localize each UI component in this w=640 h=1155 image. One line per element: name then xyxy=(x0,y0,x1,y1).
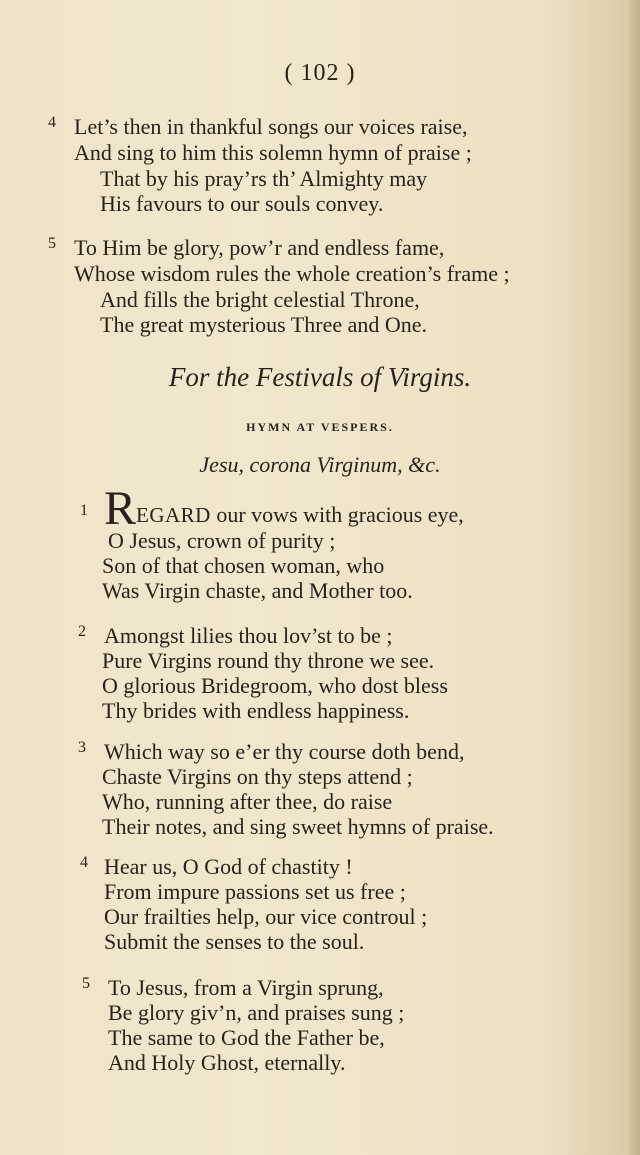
verse-line: That by his pray’rs th’ Almighty may xyxy=(100,166,428,191)
verse-line: Submit the senses to the soul. xyxy=(104,929,365,954)
verse-line: Amongst lilies thou lov’st to be ; xyxy=(104,623,393,648)
stanza-number: 4 xyxy=(80,854,88,871)
stanza-number: 5 xyxy=(82,975,90,992)
hymn-incipit: Jesu, corona Virginum, &c. xyxy=(199,452,441,477)
verse-line: Their notes, and sing sweet hymns of praise. xyxy=(102,814,494,839)
verse-line: The great mysterious Three and One. xyxy=(100,312,428,337)
stanza-number: 4 xyxy=(48,114,56,131)
verse-line: And Holy Ghost, eternally. xyxy=(108,1050,346,1075)
verse-line: Be glory giv’n, and praises sung ; xyxy=(108,1000,405,1025)
verse-line: Chaste Virgins on thy steps attend ; xyxy=(102,764,413,789)
verse-line: Hear us, O God of chastity ! xyxy=(104,854,353,879)
verse-line: O Jesus, crown of purity ; xyxy=(108,528,336,553)
verse-line: O glorious Bridegroom, who dost bless xyxy=(102,673,448,698)
verse-line: Whose wisdom rules the whole creation’s frame ; xyxy=(74,261,510,286)
section-title: For the Festivals of Virgins. xyxy=(168,362,472,392)
verse-line: Was Virgin chaste, and Mother too. xyxy=(102,578,413,603)
page-edge-shadow xyxy=(626,0,640,1155)
stanza-number: 3 xyxy=(78,739,86,756)
first-line-rest: our vows with gracious eye, xyxy=(210,502,464,527)
verse-line: To Him be glory, pow’r and endless fame, xyxy=(74,235,445,260)
verse-line: Which way so e’er thy course doth bend, xyxy=(104,739,465,764)
verse-line: Pure Virgins round thy throne we see. xyxy=(102,648,435,673)
verse-line: Who, running after thee, do raise xyxy=(102,789,393,814)
first-word-rest: EGARD xyxy=(136,503,211,527)
drop-cap: R xyxy=(104,482,137,535)
stanza-number: 5 xyxy=(48,235,56,252)
verse-line: Our frailties help, our vice controul ; xyxy=(104,904,428,929)
verse-line: And fills the bright celestial Throne, xyxy=(100,287,420,312)
verse-line: Son of that chosen woman, who xyxy=(102,553,385,578)
verse-line: And sing to him this solemn hymn of praise ; xyxy=(74,140,472,165)
verse-line: Thy brides with endless happiness. xyxy=(102,698,410,723)
stanza-number: 1 xyxy=(80,502,88,519)
verse-line: His favours to our souls convey. xyxy=(100,191,384,216)
first-verse-line xyxy=(104,482,464,535)
page-number: ( 102 ) xyxy=(284,60,356,86)
stanza-number: 2 xyxy=(78,623,86,640)
verse-line: The same to God the Father be, xyxy=(108,1025,385,1050)
verse-line: From impure passions set us free ; xyxy=(104,879,406,904)
hymn-label: HYMN AT VESPERS. xyxy=(246,420,394,434)
verse-line: Let’s then in thankful songs our voices raise, xyxy=(74,114,468,139)
verse-line: To Jesus, from a Virgin sprung, xyxy=(108,975,384,1000)
